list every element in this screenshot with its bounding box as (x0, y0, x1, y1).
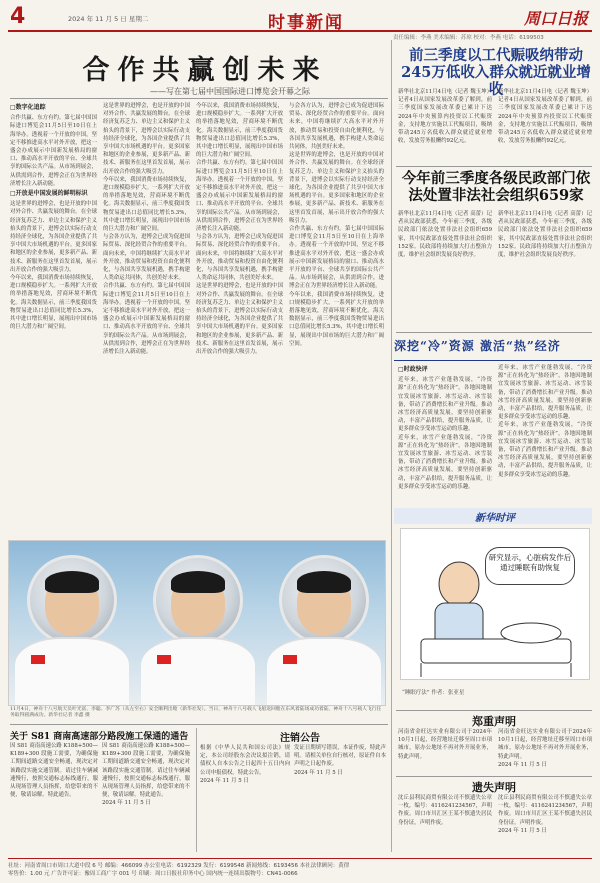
page-footer (8, 858, 592, 878)
right-top-col-1 (398, 88, 492, 164)
notice-headline: 关于 S81 商南高速部分路段施工保通的通告 (10, 732, 189, 742)
lost-statement-headline: 遗失声明 (472, 781, 516, 794)
notice-text: 根据《中华人民共和国公司法》规定，本公司经股东会决议拟注销，请债权人自本公告之日起四十五日内向公司申报债权。特此公告。 (200, 745, 290, 776)
article-text: 合作共赢、东方有约。第七届中国国际进口博览会11月5日至10日在上海举办。透视着一个开放的中国，坚定不移推进高水平对外开放，把这一盛会办成展示中国新发展格局的窗口、推动高水平开放的平台、全球共享的国际公共产品。从市场到展会，从供需到合作，进博会正在为世界经济增长注入新动能。 (103, 283, 190, 356)
notice-date: 2024 年 11 月 5 日 (102, 800, 151, 807)
statement-text: 河南省金旺达实业有限公司于2024年10月1日起，经营地址迁移至周口市项城市，原办公地址不再对外开展业务，特此声明。 (398, 729, 492, 760)
feature-underline (394, 360, 592, 361)
article-text: 合作共赢、东方有约。第七届中国国际进口博览会11月5日至10日在上海举办。透视着一个开放的中国，坚定不移推进高水平对外开放，把这一盛会办成展示中国新发展格局的窗口、推动高水平开放的平台、全球共享的国际公共产品。从市场到展会，从供需到合作，进博会正在为世界经济增长注入新动能。 (10, 115, 97, 187)
footer-line: 社址：河南省周口市周口大道中段 6 号 邮编：466099 办公室电话：6192329 发行：6199548 新闻热线：6193456 本社法律顾问：黄律 (8, 863, 350, 869)
right-mid-headline: 今年前三季度各级民政部门依法处置非法社会组织659家 (401, 170, 591, 204)
feature-headline: 深挖“冷”资源 激活“热”经济 (394, 339, 561, 353)
cancel-notice-col-1 (200, 744, 290, 854)
article-text: 近年来，冰雪产业蓬勃发展，“冷资源”正在转化为“热经济”。各地因地制宜发展冰雪旅游、冰雪运动、冰雪装备，带动了消费增长和产业升级。推动冰雪经济高质量发展，要坚持创新驱动，丰富产品供给，提升服务品质，让更多群众享受冰雪运动的乐趣。 (498, 365, 592, 421)
newspaper-logo: 周口日报 (523, 9, 588, 28)
statement-headline: 郑重声明 (472, 715, 516, 728)
statement-text: 沈丘县利民商贸有限公司不慎遗失公章一枚，编号：4116241234567，声明作废。周口市川汇区王某不慎遗失居民身份证，声明作废。 (498, 795, 592, 826)
divider (10, 98, 388, 99)
xinhua-banner-title: 新华时评 (475, 513, 515, 524)
column-divider (196, 728, 197, 852)
article-column-3 (196, 102, 283, 532)
right-top-col-2 (498, 88, 592, 164)
cartoon-image (400, 528, 590, 680)
article-text: 这是世界的进博会，也是开放的中国对外合作、共赢发展的舞台。在全球经济复苏乏力、单边主义和保护主义抬头的背景下，进博会以实际行动支持经济全球化，为各国企业提供了共享中国大市场机遇的平台。更多国家和地区的企业参展，更多新产品、新技术、新服务在这里首发首展，展示出开放合作的强大吸引力。 (289, 152, 384, 224)
issue-date: 2024 年 11 月 5 日 星期二 (68, 15, 149, 23)
page-header (8, 6, 592, 32)
notice-col-1 (10, 742, 98, 854)
article-text: 近年来，冰雪产业蓬勃发展，“冷资源”正在转化为“热经济”。各地因地制宜发展冰雪旅游、冰雪运动、冰雪装备，带动了消费增长和产业升级。推动冰雪经济高质量发展，要坚持创新驱动，丰富产品供给，提升服务品质，让更多群众享受冰雪运动的乐趣。 (398, 377, 492, 433)
astronaut-figure (265, 545, 383, 705)
notice-text: 因 S81 商南高速公路 K188+500—K189+300 段施工需要，为确保施工期间道路交通安全畅通，现决定对该路段实施交通管制。请过往车辆减速慢行，按照交通标志标线通行，服从现场管理人员指挥，给您带来的不便，敬请谅解。特此通告。 (102, 743, 190, 799)
divider (10, 724, 388, 725)
article-text: 近年来，冰雪产业蓬勃发展，“冷资源”正在转化为“热经济”。各地因地制宜发展冰雪旅游、冰雪运动、冰雪装备，带动了消费增长和产业升级。推动冰雪经济高质量发展，要坚持创新驱动，丰富产品供给，提升服务品质，让更多群众享受冰雪运动的乐趣。 (398, 434, 492, 490)
article-text: 这是世界的进博会，也是开放的中国对外合作、共赢发展的舞台。在全球经济复苏乏力、单边主义和保护主义抬头的背景下，进博会以实际行动支持经济全球化，为各国企业提供了共享中国大市场机遇的平台。更多国家和地区的企业参展，更多新产品、新技术、新服务在这里首发首展，展示出开放合作的强大吸引力。 (196, 283, 283, 356)
article-text: 今年以来，我国消费市场持续恢复，进口规模稳步扩大。一系列扩大开放的举措落地见效，营商环境不断优化。海关数据显示，前三季度我国货物贸易进出口总值同比增长5.3%，其中进口增长明显，展现出中国市场的巨大潜力和广阔空间。 (289, 291, 384, 347)
astronaut-figure (13, 545, 131, 705)
lost-statement-col-1 (398, 794, 492, 854)
statement-col-2 (498, 728, 592, 774)
article-text: 今年以来，我国消费市场持续恢复，进口规模稳步扩大。一系列扩大开放的举措落地见效，营商环境不断优化。海关数据显示，前三季度我国货物贸易进出口总值同比增长5.3%，其中进口增长明显，展现出中国市场的巨大潜力和广阔空间。 (196, 103, 283, 159)
main-headline: 合作共赢创未来 (82, 55, 328, 86)
article-text: 新华社北京11月4日电（记者 魏玉坤）记者4日从国家发展改革委了解到，前三季度国家发展改革委已累计下达2024年中央预算内投资以工代赈资金，支持地方实施以工代赈项目，吸纳带动245万名低收入群众就近就业增收，发放劳务报酬约92亿元。 (498, 89, 592, 145)
article-text: 近年来，冰雪产业蓬勃发展，“冷资源”正在转化为“热经济”。各地因地制宜发展冰雪旅游、冰雪运动、冰雪装备，带动了消费增长和产业升级。推动冰雪经济高质量发展，要坚持创新驱动，丰富产品供给，提升服务品质，让更多群众享受冰雪运动的乐趣。 (498, 422, 592, 478)
article-text: 这是世界的进博会，也是开放的中国对外合作、共赢发展的舞台。在全球经济复苏乏力、单边主义和保护主义抬头的背景下，进博会以实际行动支持经济全球化，为各国企业提供了共享中国大市场机遇的平台。更多国家和地区的企业参展，更多新产品、新技术、新服务在这里首发首展，展示出开放合作的强大吸引力。 (10, 201, 97, 273)
cartoon-caption: “睡眠疗法” 作者：张亚星 (402, 690, 465, 696)
divider (396, 166, 592, 167)
statement-date: 2024 年 11 月 5 日 (498, 761, 547, 768)
article-text: 新华社北京11月4日电（记者 高蕾）记者从民政部获悉，今年前三季度，各级民政部门依法处置非法社会组织659家，其中民政部直接处置非法社会组织152家。民政部将持续加大打击整治力度，维护社会组织发展良好秩序。 (398, 211, 492, 259)
article-text: 这是世界的进博会，也是开放的中国对外合作、共赢发展的舞台。在全球经济复苏乏力、单边主义和保护主义抬头的背景下，进博会以实际行动支持经济全球化，为各国企业提供了共享中国大市场机遇的平台。更多国家和地区的企业参展，更多新产品、新技术、新服务在这里首发首展，展示出开放合作的强大吸引力。 (103, 103, 190, 175)
speech-bubble: 研究显示，心脏病发作后通过睡眠有助恢复 (485, 547, 575, 585)
notice-text: 发证日期填写错误，本证作废，特此声明。请相关单位自行核对，原证件自本声明之日起作废。 (294, 745, 386, 768)
footer-line: 零售价：1.00 元 广告许可证：豫周工商广字 001 号 印刷：周口日报社印务中心 国内统一连续出版物号：CN41-0066 (8, 871, 298, 877)
notice-date: 2024 年 11 月 5 日 (294, 769, 343, 776)
statement-col-1 (398, 728, 492, 774)
article-text: 今年以来，我国消费市场持续恢复，进口规模稳步扩大。一系列扩大开放的举措落地见效，营商环境不断优化。海关数据显示，前三季度我国货物贸易进出口总值同比增长5.3%，其中进口增长明显，展现出中国市场的巨大潜力和广阔空间。 (10, 275, 97, 331)
main-subtitle: ——写在第七届中国国际进口博览会开幕之际 (150, 87, 310, 96)
statement-text: 沈丘县利民商贸有限公司不慎遗失公章一枚，编号：4116241234567，声明作废。周口市川汇区王某不慎遗失居民身份证，声明作废。 (398, 795, 492, 826)
article-column-2 (103, 102, 190, 532)
article-text: 合作共赢、东方有约。第七届中国国际进口博览会11月5日至10日在上海举办。透视着一个开放的中国，坚定不移推进高水平对外开放，把这一盛会办成展示中国新发展格局的窗口、推动高水平开放的平台、全球共享的国际公共产品。从市场到展会，从供需到合作，进博会正在为世界经济增长注入新动能。 (289, 226, 384, 290)
statement-date: 2024 年 11 月 5 日 (498, 827, 547, 834)
photo-caption: 11月4日，神舟十八号航天员叶光富、李聪、李广苏（从左至右）安全顺利出舱（新华社发）。当日，神舟十八号载人飞船返回舱在东风着陆场成功着陆，神舟十八号载人飞行任务取得圆满成功。新华社记者 李鑫 摄 (10, 707, 382, 719)
feature-col-2 (498, 364, 592, 504)
article-text: 今年以来，我国消费市场持续恢复，进口规模稳步扩大。一系列扩大开放的举措落地见效，营商环境不断优化。海关数据显示，前三季度我国货物贸易进出口总值同比增长5.3%，其中进口增长明显，展现出中国市场的巨大潜力和广阔空间。 (103, 176, 190, 233)
right-mid-col-1 (398, 210, 492, 328)
cartoon-drawing (401, 529, 589, 679)
section-title: 时事新闻 (268, 13, 344, 33)
cancel-notice-headline: 注销公告 (280, 733, 320, 744)
lost-statement-col-2 (498, 794, 592, 854)
divider (396, 710, 592, 711)
astronaut-figure (139, 545, 257, 705)
astronaut-photo (8, 540, 386, 706)
article-text: 与会各方认为，进博会已成为促进国际贸易、深化经贸合作的重要平台。面向未来，中国将继续扩大高水平对外开放，推动贸易和投资自由化便利化，与各国共享发展机遇，携手构建人类命运共同体，共创美好未来。 (103, 234, 190, 282)
notice-text: 因 S81 商南高速公路 K188+500—K189+300 段施工需要，为确保施工期间道路交通安全畅通，现决定对该路段实施交通管制。请过往车辆减速慢行，按照交通标志标线通行，服从现场管理人员指挥，给您带来的不便，敬请谅解。特此通告。 (10, 743, 98, 799)
column-divider (391, 40, 392, 852)
section-heading: □数字化追踪 (10, 104, 46, 111)
divider (396, 776, 592, 777)
article-column-4 (289, 102, 384, 532)
feature-col-1 (398, 364, 492, 504)
right-top-headline: 前三季度以工代赈吸纳带动245万低收入群众就近就业增收 (401, 47, 591, 98)
article-text: 新华社北京11月4日电（记者 魏玉坤）记者4日从国家发展改革委了解到，前三季度国家发展改革委已累计下达2024年中央预算内投资以工代赈资金，支持地方实施以工代赈项目，吸纳带动245万名低收入群众就近就业增收，发放劳务报酬约92亿元。 (398, 89, 492, 145)
article-text: 与会各方认为，进博会已成为促进国际贸易、深化经贸合作的重要平台。面向未来，中国将继续扩大高水平对外开放，推动贸易和投资自由化便利化，与各国共享发展机遇，携手构建人类命运共同体，共创美好未来。 (289, 103, 384, 151)
cancel-notice-col-2 (294, 744, 386, 854)
article-column-1 (10, 102, 97, 532)
section-heading: □时政快评 (398, 366, 428, 373)
notice-col-2 (102, 742, 190, 854)
divider (396, 332, 592, 333)
notice-date: 2024 年 11 月 5 日 (200, 777, 249, 784)
article-text: 合作共赢、东方有约。第七届中国国际进口博览会11月5日至10日在上海举办。透视着一个开放的中国，坚定不移推进高水平对外开放，把这一盛会办成展示中国新发展格局的窗口、推动高水平开放的平台、全球共享的国际公共产品。从市场到展会，从供需到合作，进博会正在为世界经济增长注入新动能。 (196, 160, 283, 233)
statement-text: 河南省金旺达实业有限公司于2024年10月1日起，经营地址迁移至周口市项城市，原办公地址不再对外开展业务，特此声明。 (498, 729, 592, 760)
page-number: 4 (10, 4, 26, 29)
article-text: 新华社北京11月4日电（记者 高蕾）记者从民政部获悉，今年前三季度，各级民政部门依法处置非法社会组织659家，其中民政部直接处置非法社会组织152家。民政部将持续加大打击整治力度，维护社会组织发展良好秩序。 (498, 211, 592, 259)
right-mid-col-2 (498, 210, 592, 328)
editors-line: 责任编辑：李燕 美术编辑：苏琼 校对：李燕 电话：6199503 (393, 35, 544, 41)
section-heading: □开放是中国发展的鲜明标识 (10, 190, 88, 198)
article-text: 与会各方认为，进博会已成为促进国际贸易、深化经贸合作的重要平台。面向未来，中国将继续扩大高水平对外开放，推动贸易和投资自由化便利化，与各国共享发展机遇，携手构建人类命运共同体，共创美好未来。 (196, 234, 283, 282)
